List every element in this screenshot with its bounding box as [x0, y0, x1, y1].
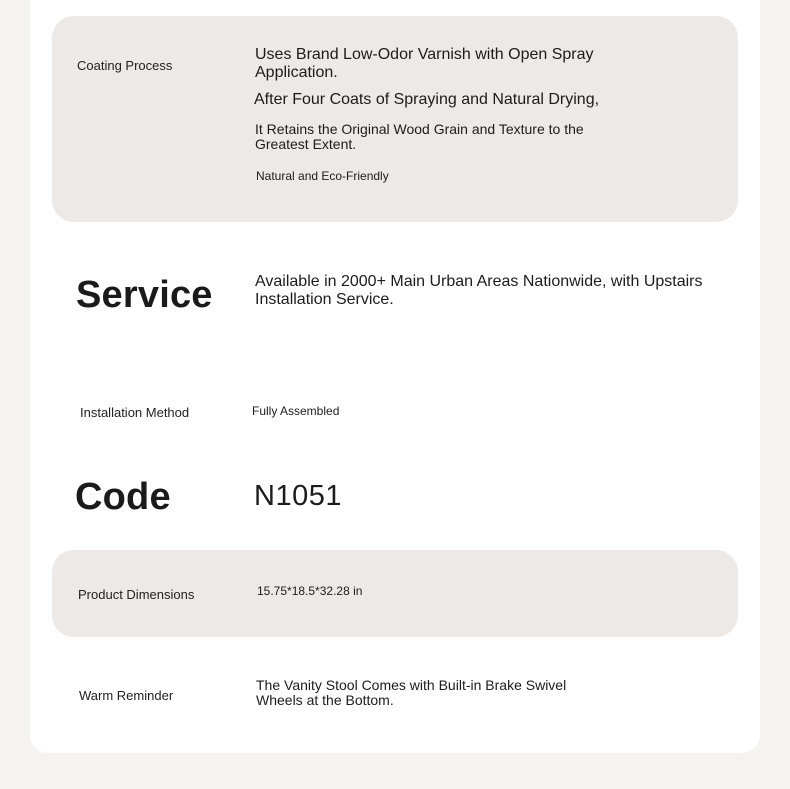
code-label: Code [75, 476, 171, 518]
warm-reminder-line-1: The Vanity Stool Comes with Built-in Brake Swivel [256, 677, 567, 693]
coating-process-line-2: After Four Coats of Spraying and Natural Drying, [254, 91, 600, 108]
warm-reminder-label: Warm Reminder [79, 688, 174, 703]
code-value: N1051 [254, 480, 342, 512]
installation-method-label: Installation Method [80, 405, 190, 420]
service-label: Service [76, 274, 213, 316]
coating-process-line-3b: Greatest Extent. [255, 136, 357, 152]
service-line-2: Installation Service. [255, 291, 394, 308]
installation-method-value: Fully Assembled [252, 404, 340, 418]
coating-process-line-1b: Application. [255, 64, 338, 81]
coating-process-line-3a: It Retains the Original Wood Grain and Texture to the [255, 121, 584, 137]
service-line-1: Available in 2000+ Main Urban Areas Nationwide, with Upstairs [255, 273, 703, 290]
coating-process-label: Coating Process [77, 58, 173, 73]
product-dimensions-label: Product Dimensions [78, 587, 195, 602]
product-dimensions-value: 15.75*18.5*32.28 in [257, 584, 363, 598]
coating-process-line-1a: Uses Brand Low-Odor Varnish with Open Spray [255, 46, 594, 63]
warm-reminder-line-2: Wheels at the Bottom. [256, 692, 394, 708]
coating-process-line-4: Natural and Eco-Friendly [256, 169, 389, 183]
